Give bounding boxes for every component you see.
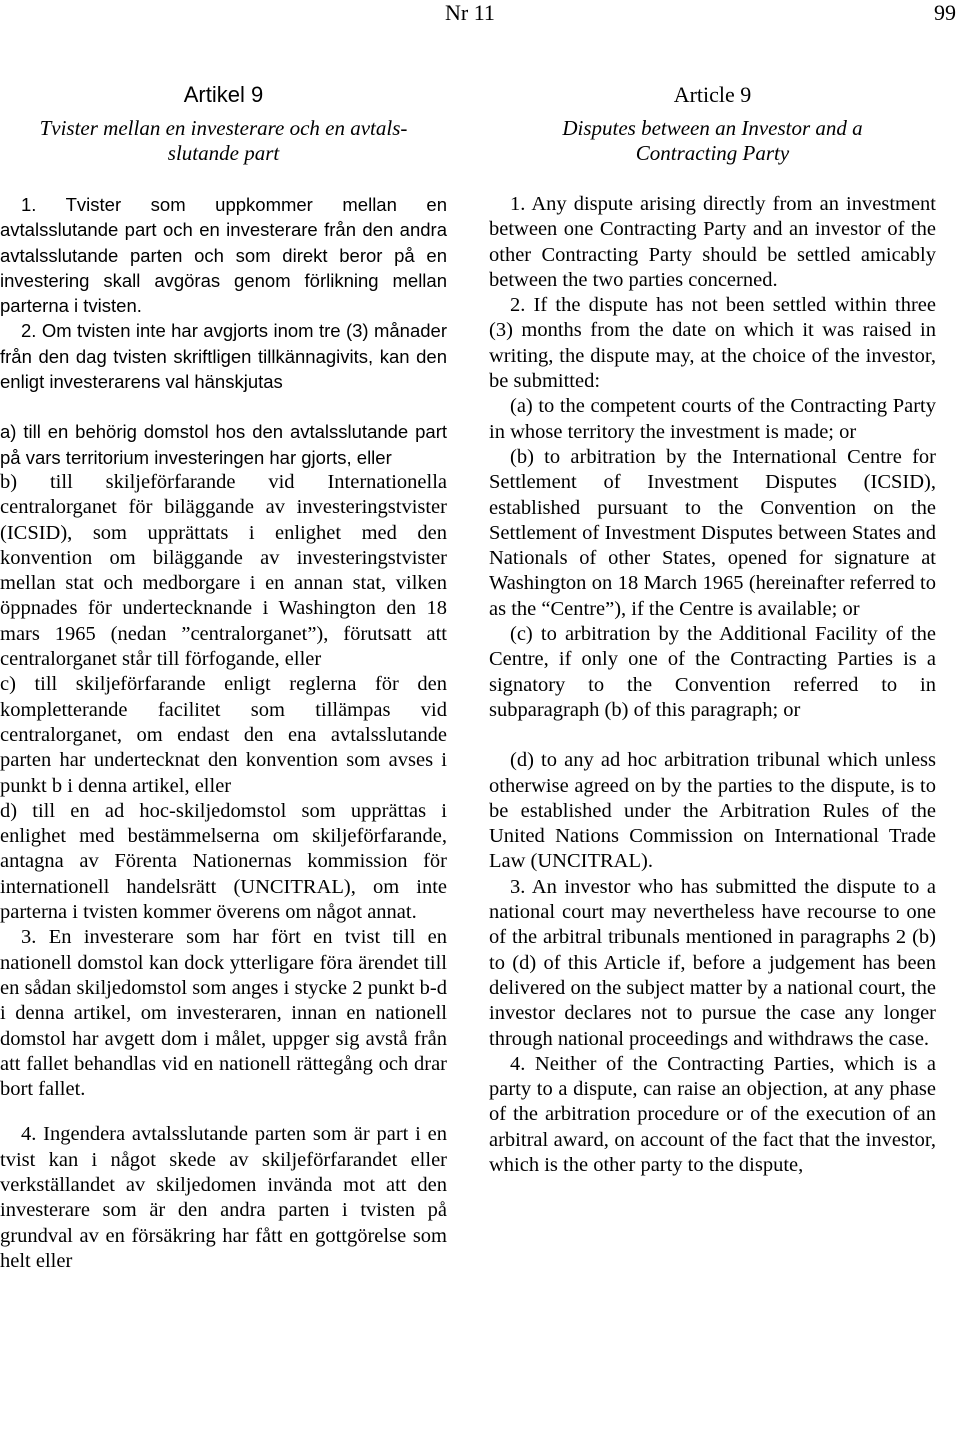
english-column bbox=[489, 82, 936, 1178]
english-article-subtitle: Disputes between an Investor and a Contracting Party bbox=[562, 116, 863, 165]
swedish-item-b: b) till skiljeförfarande vid Internationella centralorganet för biläggande av investeringstvister (ICSID), som upprättats i enlighet med den konvention om biläggande av investeringstvister mellan stat och medborgare i en annan stat, vilken öppnades för undertecknande i Washington den 18 mars 1965 (nedan ”centralorganet”), förutsatt att centralorganet står till förfogande, eller bbox=[0, 470, 447, 671]
swedish-paragraph-3: 3. En investerare som har fört en tvist till en nationell domstol kan dock ytterligare föra ärendet till en sådan skiljedomstol som anges i stycke 2 punkt b-d i denna artikel, om investeraren, innan en nationell domstol har avgett dom i målet, uppger sig avstå från att fallet behandlas vid en nationell rättegång och drar bort fallet. bbox=[0, 926, 447, 1101]
swedish-paragraph-2: 2. Om tvisten inte har avgjorts inom tre (3) månader från den dag tvisten skriftligen tillkännagivits, kan den enligt investerarens val hänskjutas bbox=[0, 320, 447, 393]
swedish-paragraph-1: 1. Tvister som uppkommer mellan en avtalsslutande part och en investerare från den andra avtalsslutande parten och som direkt beror på en investering skall avgöras genom förlikning mellan parterna i tvisten. bbox=[0, 194, 447, 317]
english-paragraph-1: 1. Any dispute arising directly from an investment between one Contracting Party and an investor of the other Contracting Party should be settled amicably between the two parties concerned. bbox=[489, 193, 936, 291]
swedish-column bbox=[0, 82, 447, 1274]
swedish-article-title: Artikel 9 bbox=[183, 82, 264, 107]
page-number: 99 bbox=[934, 0, 956, 25]
swedish-item-c: c) till skiljeförfarande enligt reglerna för den kompletterande facilitet som tillämpas vid centralorganet, om endast den ena avtalsslutande parten har undertecknat den konvention som avses i punkt b i denna artikel, eller bbox=[0, 673, 447, 797]
swedish-article-subtitle: Tvister mellan en investerare och en avtals-slutande part bbox=[39, 116, 408, 165]
english-paragraph-3: 3. An investor who has submitted the dispute to a national court may nevertheless have recourse to one of the arbitral tribunals mentioned in paragraphs 2 (b) to (d) of this Article if, before a judgement has been delivered on the subject matter by a national court, the investor declares not to pursue the case any longer through national proceedings and withdraws the case. bbox=[489, 875, 936, 1050]
english-item-d: (d) to any ad hoc arbitration tribunal which unless otherwise agreed on by the parties to the dispute, is to be established under the Arbitration Rules of the United Nations Commission on International Trade Law (UNCITRAL). bbox=[489, 749, 936, 873]
swedish-paragraph-4: 4. Ingendera avtalsslutande parten som är part i en tvist kan i något skede av skiljeförfarandet eller verkställandet av skiljedomen invända mot att den investerare som är den andra parten i tvisten på grundval av en försäkring har fått en gottgörelse som helt eller bbox=[0, 1123, 447, 1272]
english-item-c: (c) to arbitration by the Additional Facility of the Centre, if only one of the Contracting Parties is a signatory to the Convention referred to in subparagraph (b) of this paragraph; or bbox=[489, 623, 936, 721]
english-item-a: (a) to the competent courts of the Contracting Party in whose territory the investment is made; or bbox=[489, 395, 936, 443]
swedish-item-a: a) till en behörig domstol hos den avtalsslutande part på vars territorium investeringen har gjorts, eller bbox=[0, 421, 447, 468]
english-paragraph-4: 4. Neither of the Contracting Parties, which is a party to a dispute, can raise an objection, at any phase of the arbitration procedure or of the execution of an arbitral award, on account of the fact that the investor, which is the other party to the dispute, bbox=[489, 1052, 936, 1176]
english-paragraph-2: 2. If the dispute has not been settled within three (3) months from the date on which it was raised in writing, the dispute may, at the choice of the investor, be submitted: bbox=[489, 294, 936, 393]
english-article-title: Article 9 bbox=[673, 82, 752, 107]
english-item-b: (b) to arbitration by the International Centre for Settlement of Investment Disputes (ICSID), established pursuant to the Convention on the Settlement of Investment Disputes between States and Nationals of other States, opened for signature at Washington on 18 March 1965 (hereinafter referred to as the “Centre”), if the Centre is available; or bbox=[489, 445, 936, 620]
swedish-item-d: d) till en ad hoc-skiljedomstol som upprättas i enlighet med bestämmelserna om skiljeförfarande, antagna av Förenta Nationernas kommission för internationell handelsrätt (UNCITRAL), om inte parterna i tvisten kommer överens om något annat. bbox=[0, 799, 447, 924]
page-section-label: Nr 11 bbox=[445, 0, 495, 25]
